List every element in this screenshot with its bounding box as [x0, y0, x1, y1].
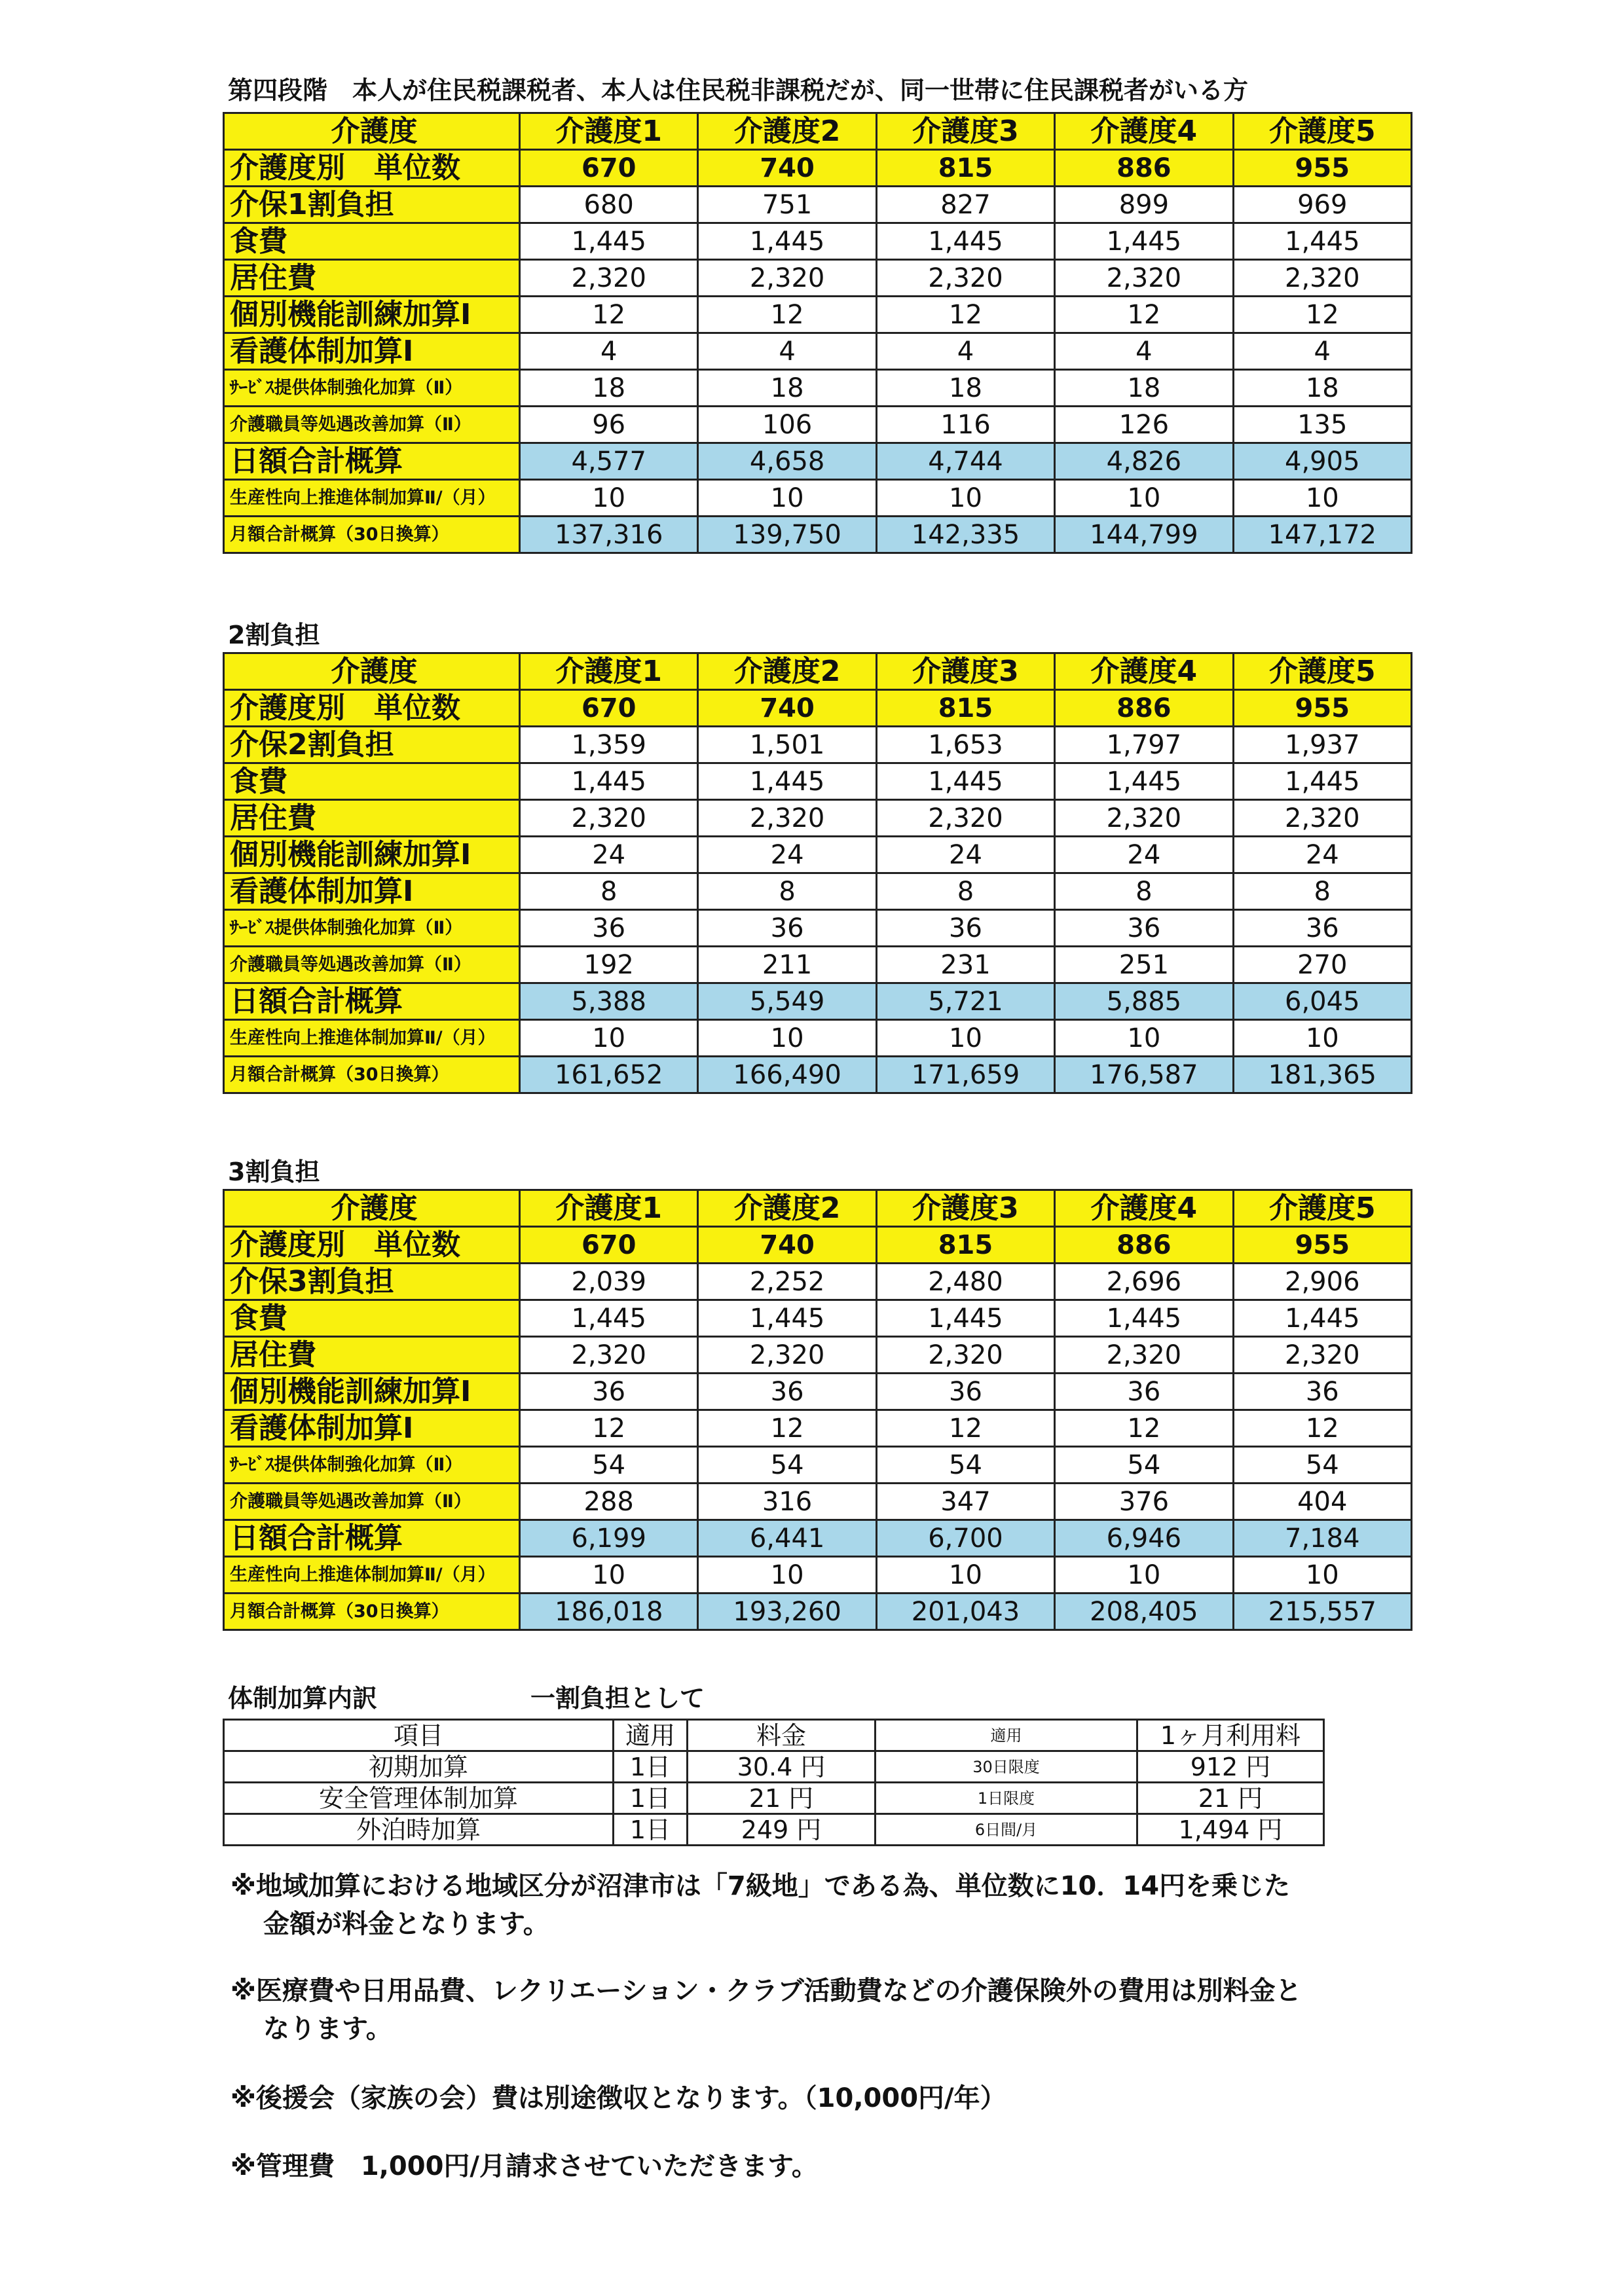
breakdown-item: 外泊時加算 — [224, 1814, 614, 1846]
value-cell: 10 — [698, 1557, 876, 1594]
value-cell: 740 — [698, 1227, 876, 1264]
value-cell: 670 — [520, 690, 698, 727]
value-cell: 12 — [876, 297, 1054, 333]
breakdown-cell: 912 円 — [1137, 1751, 1324, 1783]
value-cell: 192 — [520, 947, 698, 983]
table-row — [224, 1020, 1412, 1057]
table-row — [224, 1484, 1412, 1520]
value-cell: 176,587 — [1055, 1057, 1233, 1093]
value-cell: 886 — [1055, 690, 1233, 727]
value-cell: 2,320 — [1233, 800, 1411, 837]
breakdown-cell: 30日限度 — [876, 1751, 1137, 1783]
table-header-row — [224, 1720, 1324, 1751]
value-cell: 2,480 — [876, 1264, 1054, 1300]
table-row — [224, 223, 1412, 260]
value-cell: 106 — [698, 407, 876, 443]
value-cell: 8 — [698, 873, 876, 910]
value-cell: 201,043 — [876, 1594, 1054, 1630]
value-cell: 161,652 — [520, 1057, 698, 1093]
value-cell: 827 — [876, 187, 1054, 223]
value-cell: 54 — [1233, 1447, 1411, 1484]
header-cell: 介護度5 — [1233, 113, 1411, 150]
table-row — [224, 1264, 1412, 1300]
value-cell: 670 — [520, 1227, 698, 1264]
header-cell: 適用 — [614, 1720, 688, 1751]
note-management-fee: ※管理費 1,000円/月請求させていただきます。 — [231, 2151, 818, 2181]
value-cell: 10 — [1233, 1020, 1411, 1057]
row-label: 居住費 — [224, 260, 520, 297]
value-cell: 2,320 — [1055, 260, 1233, 297]
value-cell: 10 — [1055, 1020, 1233, 1057]
note-line: 金額が料金となります。 — [263, 1909, 549, 1939]
value-cell: 8 — [1233, 873, 1411, 910]
value-cell: 5,388 — [520, 983, 698, 1020]
value-cell: 740 — [698, 150, 876, 187]
table-row — [224, 947, 1412, 983]
value-cell: 4 — [520, 333, 698, 370]
value-cell: 1,501 — [698, 727, 876, 763]
value-cell: 12 — [698, 1410, 876, 1447]
value-cell: 955 — [1233, 150, 1411, 187]
value-cell: 10 — [1233, 1557, 1411, 1594]
value-cell: 288 — [520, 1484, 698, 1520]
value-cell: 18 — [698, 370, 876, 407]
value-cell: 24 — [698, 837, 876, 873]
value-cell: 815 — [876, 690, 1054, 727]
header-cell: 介護度3 — [876, 113, 1054, 150]
fee-table-2 — [223, 652, 1412, 1094]
note-line: なります。 — [263, 2014, 392, 2044]
value-cell: 24 — [876, 837, 1054, 873]
table-row — [224, 1520, 1412, 1557]
value-cell: 10 — [876, 1557, 1054, 1594]
value-cell: 4,905 — [1233, 443, 1411, 480]
value-cell: 54 — [876, 1447, 1054, 1484]
value-cell: 24 — [520, 837, 698, 873]
value-cell: 2,320 — [1233, 260, 1411, 297]
table-header-row — [224, 113, 1412, 150]
value-cell: 126 — [1055, 407, 1233, 443]
value-cell: 144,799 — [1055, 517, 1233, 553]
header-cell: 介護度2 — [698, 113, 876, 150]
value-cell: 24 — [1233, 837, 1411, 873]
value-cell: 815 — [876, 1227, 1054, 1264]
header-cell: 介護度 — [224, 1190, 520, 1227]
value-cell: 36 — [698, 910, 876, 947]
value-cell: 10 — [876, 1020, 1054, 1057]
value-cell: 12 — [876, 1410, 1054, 1447]
header-cell: 介護度3 — [876, 653, 1054, 690]
value-cell: 1,445 — [698, 1300, 876, 1337]
value-cell: 1,445 — [520, 1300, 698, 1337]
header-cell: 介護度2 — [698, 1190, 876, 1227]
table-row — [224, 1410, 1412, 1447]
value-cell: 10 — [1055, 1557, 1233, 1594]
value-cell: 1,445 — [1233, 1300, 1411, 1337]
row-label: 日額合計概算 — [224, 443, 520, 480]
value-cell: 2,320 — [520, 800, 698, 837]
breakdown-cell: 6日間/月 — [876, 1814, 1137, 1846]
value-cell: 1,445 — [876, 763, 1054, 800]
row-label: 生産性向上推進体制加算Ⅱ/（月） — [224, 1557, 520, 1594]
header-cell: 介護度5 — [1233, 1190, 1411, 1227]
header-cell: 介護度 — [224, 113, 520, 150]
value-cell: 2,320 — [1233, 1337, 1411, 1374]
value-cell: 1,445 — [520, 763, 698, 800]
value-cell: 10 — [520, 480, 698, 517]
note-line: ※医療費や日用品費、レクリエーション・クラブ活動費などの介護保険外の費用は別料金と — [231, 1976, 1302, 2006]
value-cell: 24 — [1055, 837, 1233, 873]
value-cell: 955 — [1233, 690, 1411, 727]
value-cell: 6,199 — [520, 1520, 698, 1557]
header-cell: 介護度3 — [876, 1190, 1054, 1227]
value-cell: 18 — [520, 370, 698, 407]
table-row — [224, 1751, 1324, 1783]
table-row — [224, 1374, 1412, 1410]
table-row — [224, 873, 1412, 910]
value-cell: 2,320 — [876, 1337, 1054, 1374]
value-cell: 740 — [698, 690, 876, 727]
value-cell: 751 — [698, 187, 876, 223]
value-cell: 231 — [876, 947, 1054, 983]
header-cell: 介護度2 — [698, 653, 876, 690]
value-cell: 18 — [1055, 370, 1233, 407]
table-row — [224, 150, 1412, 187]
value-cell: 4 — [876, 333, 1054, 370]
header-cell: 介護度4 — [1055, 113, 1233, 150]
value-cell: 4 — [1055, 333, 1233, 370]
note-family-association: ※後援会（家族の会）費は別途徴収となります。（10,000円/年） — [231, 2083, 1006, 2113]
header-cell: 介護度1 — [520, 113, 698, 150]
table-row — [224, 333, 1412, 370]
value-cell: 2,039 — [520, 1264, 698, 1300]
value-cell: 886 — [1055, 150, 1233, 187]
breakdown-cell: 21 円 — [1137, 1783, 1324, 1814]
row-label: 看護体制加算Ⅰ — [224, 1410, 520, 1447]
breakdown-item: 安全管理体制加算 — [224, 1783, 614, 1814]
value-cell: 5,549 — [698, 983, 876, 1020]
row-label: 食費 — [224, 763, 520, 800]
value-cell: 2,320 — [698, 800, 876, 837]
value-cell: 4,658 — [698, 443, 876, 480]
row-label: 居住費 — [224, 800, 520, 837]
value-cell: 2,320 — [876, 260, 1054, 297]
value-cell: 12 — [520, 1410, 698, 1447]
row-label: 日額合計概算 — [224, 1520, 520, 1557]
value-cell: 36 — [1055, 910, 1233, 947]
value-cell: 4,826 — [1055, 443, 1233, 480]
value-cell: 36 — [520, 910, 698, 947]
value-cell: 36 — [698, 1374, 876, 1410]
row-label: 介保2割負担 — [224, 727, 520, 763]
value-cell: 166,490 — [698, 1057, 876, 1093]
value-cell: 1,445 — [1055, 1300, 1233, 1337]
value-cell: 7,184 — [1233, 1520, 1411, 1557]
table-header-row — [224, 653, 1412, 690]
header-cell: 項目 — [224, 1720, 614, 1751]
value-cell: 670 — [520, 150, 698, 187]
table-row — [224, 370, 1412, 407]
section-1-title: 第四段階 本人が住民税課税者、本人は住民税非課税だが、同一世帯に住民課税者がいる方 — [228, 76, 1249, 105]
header-cell: 介護度1 — [520, 1190, 698, 1227]
value-cell: 2,320 — [698, 1337, 876, 1374]
row-label: 看護体制加算Ⅰ — [224, 333, 520, 370]
row-label: 食費 — [224, 1300, 520, 1337]
row-label: 個別機能訓練加算Ⅰ — [224, 297, 520, 333]
value-cell: 2,252 — [698, 1264, 876, 1300]
row-label: 居住費 — [224, 1337, 520, 1374]
value-cell: 36 — [1233, 1374, 1411, 1410]
value-cell: 12 — [1055, 1410, 1233, 1447]
value-cell: 5,885 — [1055, 983, 1233, 1020]
value-cell: 2,906 — [1233, 1264, 1411, 1300]
value-cell: 4,744 — [876, 443, 1054, 480]
table-row — [224, 1783, 1324, 1814]
value-cell: 4 — [698, 333, 876, 370]
value-cell: 2,320 — [1055, 1337, 1233, 1374]
value-cell: 270 — [1233, 947, 1411, 983]
row-label: 介護職員等処遇改善加算（Ⅱ） — [224, 947, 520, 983]
row-label: 月額合計概算（30日換算） — [224, 517, 520, 553]
value-cell: 376 — [1055, 1484, 1233, 1520]
value-cell: 36 — [1055, 1374, 1233, 1410]
table-row — [224, 443, 1412, 480]
value-cell: 135 — [1233, 407, 1411, 443]
value-cell: 54 — [698, 1447, 876, 1484]
row-label: 日額合計概算 — [224, 983, 520, 1020]
row-label: 個別機能訓練加算Ⅰ — [224, 1374, 520, 1410]
value-cell: 10 — [876, 480, 1054, 517]
value-cell: 2,320 — [876, 800, 1054, 837]
header-cell: 介護度4 — [1055, 653, 1233, 690]
value-cell: 6,441 — [698, 1520, 876, 1557]
breakdown-cell: 1,494 円 — [1137, 1814, 1324, 1846]
value-cell: 211 — [698, 947, 876, 983]
value-cell: 171,659 — [876, 1057, 1054, 1093]
value-cell: 680 — [520, 187, 698, 223]
row-label: 個別機能訓練加算Ⅰ — [224, 837, 520, 873]
value-cell: 1,445 — [1055, 763, 1233, 800]
value-cell: 10 — [520, 1557, 698, 1594]
value-cell: 147,172 — [1233, 517, 1411, 553]
value-cell: 1,445 — [698, 223, 876, 260]
value-cell: 36 — [1233, 910, 1411, 947]
value-cell: 193,260 — [698, 1594, 876, 1630]
value-cell: 1,445 — [520, 223, 698, 260]
section-2-title: 2割負担 — [228, 621, 320, 649]
table-row — [224, 480, 1412, 517]
breakdown-cell: 1日 — [614, 1783, 688, 1814]
value-cell: 1,653 — [876, 727, 1054, 763]
value-cell: 12 — [520, 297, 698, 333]
fee-table-3 — [223, 1189, 1412, 1631]
value-cell: 208,405 — [1055, 1594, 1233, 1630]
table-row — [224, 187, 1412, 223]
row-label: 介護職員等処遇改善加算（Ⅱ） — [224, 1484, 520, 1520]
header-cell: 料金 — [688, 1720, 876, 1751]
breakdown-cell: 21 円 — [688, 1783, 876, 1814]
value-cell: 1,359 — [520, 727, 698, 763]
value-cell: 8 — [876, 873, 1054, 910]
value-cell: 10 — [698, 480, 876, 517]
value-cell: 96 — [520, 407, 698, 443]
breakdown-cell: 1日 — [614, 1751, 688, 1783]
value-cell: 54 — [520, 1447, 698, 1484]
value-cell: 12 — [1233, 1410, 1411, 1447]
row-label: 介保1割負担 — [224, 187, 520, 223]
row-label: ｻｰﾋﾞｽ提供体制強化加算（Ⅱ） — [224, 910, 520, 947]
value-cell: 2,320 — [520, 1337, 698, 1374]
value-cell: 186,018 — [520, 1594, 698, 1630]
value-cell: 6,700 — [876, 1520, 1054, 1557]
value-cell: 2,320 — [698, 260, 876, 297]
row-label: 看護体制加算Ⅰ — [224, 873, 520, 910]
table-row — [224, 910, 1412, 947]
value-cell: 8 — [520, 873, 698, 910]
breakdown-item: 初期加算 — [224, 1751, 614, 1783]
value-cell: 18 — [1233, 370, 1411, 407]
value-cell: 10 — [698, 1020, 876, 1057]
value-cell: 886 — [1055, 1227, 1233, 1264]
value-cell: 36 — [876, 1374, 1054, 1410]
breakdown-title: 体制加算内訳 — [228, 1684, 378, 1713]
header-cell: 適用 — [876, 1720, 1137, 1751]
value-cell: 899 — [1055, 187, 1233, 223]
value-cell: 1,937 — [1233, 727, 1411, 763]
note-line: ※地域加算における地域区分が沼津市は「7級地」である為、単位数に10．14円を乗じた — [231, 1871, 1291, 1901]
table-row — [224, 690, 1412, 727]
table-row — [224, 1447, 1412, 1484]
value-cell: 142,335 — [876, 517, 1054, 553]
fee-table-1 — [223, 112, 1412, 554]
row-label: 月額合計概算（30日換算） — [224, 1057, 520, 1093]
table-row — [224, 1300, 1412, 1337]
breakdown-subtitle: 一割負担として — [530, 1684, 705, 1713]
table-row — [224, 407, 1412, 443]
section-3-title: 3割負担 — [228, 1157, 320, 1186]
value-cell: 4,577 — [520, 443, 698, 480]
table-row — [224, 260, 1412, 297]
value-cell: 1,445 — [698, 763, 876, 800]
table-row — [224, 800, 1412, 837]
note-extra-costs — [231, 1972, 1422, 2048]
value-cell: 8 — [1055, 873, 1233, 910]
value-cell: 2,696 — [1055, 1264, 1233, 1300]
value-cell: 181,365 — [1233, 1057, 1411, 1093]
table-row — [224, 763, 1412, 800]
value-cell: 1,445 — [876, 223, 1054, 260]
value-cell: 116 — [876, 407, 1054, 443]
breakdown-cell: 249 円 — [688, 1814, 876, 1846]
table-row — [224, 983, 1412, 1020]
header-cell: 介護度5 — [1233, 653, 1411, 690]
breakdown-cell: 1日 — [614, 1814, 688, 1846]
value-cell: 10 — [1055, 480, 1233, 517]
table-row — [224, 1337, 1412, 1374]
row-label: 生産性向上推進体制加算Ⅱ/（月） — [224, 480, 520, 517]
value-cell: 6,946 — [1055, 1520, 1233, 1557]
value-cell: 1,797 — [1055, 727, 1233, 763]
breakdown-cell: 30.4 円 — [688, 1751, 876, 1783]
value-cell: 1,445 — [876, 1300, 1054, 1337]
table-row — [224, 727, 1412, 763]
value-cell: 4 — [1233, 333, 1411, 370]
value-cell: 5,721 — [876, 983, 1054, 1020]
breakdown-cell: 1日限度 — [876, 1783, 1137, 1814]
row-label: ｻｰﾋﾞｽ提供体制強化加算（Ⅱ） — [224, 1447, 520, 1484]
table-row — [224, 837, 1412, 873]
note-region-rate — [231, 1867, 1422, 1943]
table-row — [224, 1227, 1412, 1264]
value-cell: 955 — [1233, 1227, 1411, 1264]
value-cell: 12 — [1233, 297, 1411, 333]
row-label: 介護度別 単位数 — [224, 150, 520, 187]
value-cell: 12 — [698, 297, 876, 333]
value-cell: 137,316 — [520, 517, 698, 553]
value-cell: 2,320 — [1055, 800, 1233, 837]
value-cell: 10 — [1233, 480, 1411, 517]
value-cell: 316 — [698, 1484, 876, 1520]
value-cell: 404 — [1233, 1484, 1411, 1520]
value-cell: 6,045 — [1233, 983, 1411, 1020]
header-cell: 介護度1 — [520, 653, 698, 690]
value-cell: 251 — [1055, 947, 1233, 983]
value-cell: 1,445 — [1055, 223, 1233, 260]
row-label: 介護職員等処遇改善加算（Ⅱ） — [224, 407, 520, 443]
table-row — [224, 1557, 1412, 1594]
table-row — [224, 517, 1412, 553]
value-cell: 36 — [520, 1374, 698, 1410]
table-row — [224, 1594, 1412, 1630]
row-label: 介保3割負担 — [224, 1264, 520, 1300]
header-cell: 介護度 — [224, 653, 520, 690]
value-cell: 815 — [876, 150, 1054, 187]
value-cell: 12 — [1055, 297, 1233, 333]
table-header-row — [224, 1190, 1412, 1227]
row-label: 生産性向上推進体制加算Ⅱ/（月） — [224, 1020, 520, 1057]
row-label: 食費 — [224, 223, 520, 260]
table-row — [224, 297, 1412, 333]
row-label: ｻｰﾋﾞｽ提供体制強化加算（Ⅱ） — [224, 370, 520, 407]
value-cell: 347 — [876, 1484, 1054, 1520]
breakdown-table — [223, 1719, 1325, 1846]
value-cell: 969 — [1233, 187, 1411, 223]
table-row — [224, 1057, 1412, 1093]
row-label: 介護度別 単位数 — [224, 690, 520, 727]
header-cell: 介護度4 — [1055, 1190, 1233, 1227]
value-cell: 10 — [520, 1020, 698, 1057]
header-cell: 1ヶ月利用料 — [1137, 1720, 1324, 1751]
value-cell: 1,445 — [1233, 763, 1411, 800]
row-label: 月額合計概算（30日換算） — [224, 1594, 520, 1630]
value-cell: 139,750 — [698, 517, 876, 553]
table-row — [224, 1814, 1324, 1846]
row-label: 介護度別 単位数 — [224, 1227, 520, 1264]
value-cell: 1,445 — [1233, 223, 1411, 260]
value-cell: 54 — [1055, 1447, 1233, 1484]
value-cell: 215,557 — [1233, 1594, 1411, 1630]
value-cell: 2,320 — [520, 260, 698, 297]
value-cell: 18 — [876, 370, 1054, 407]
value-cell: 36 — [876, 910, 1054, 947]
